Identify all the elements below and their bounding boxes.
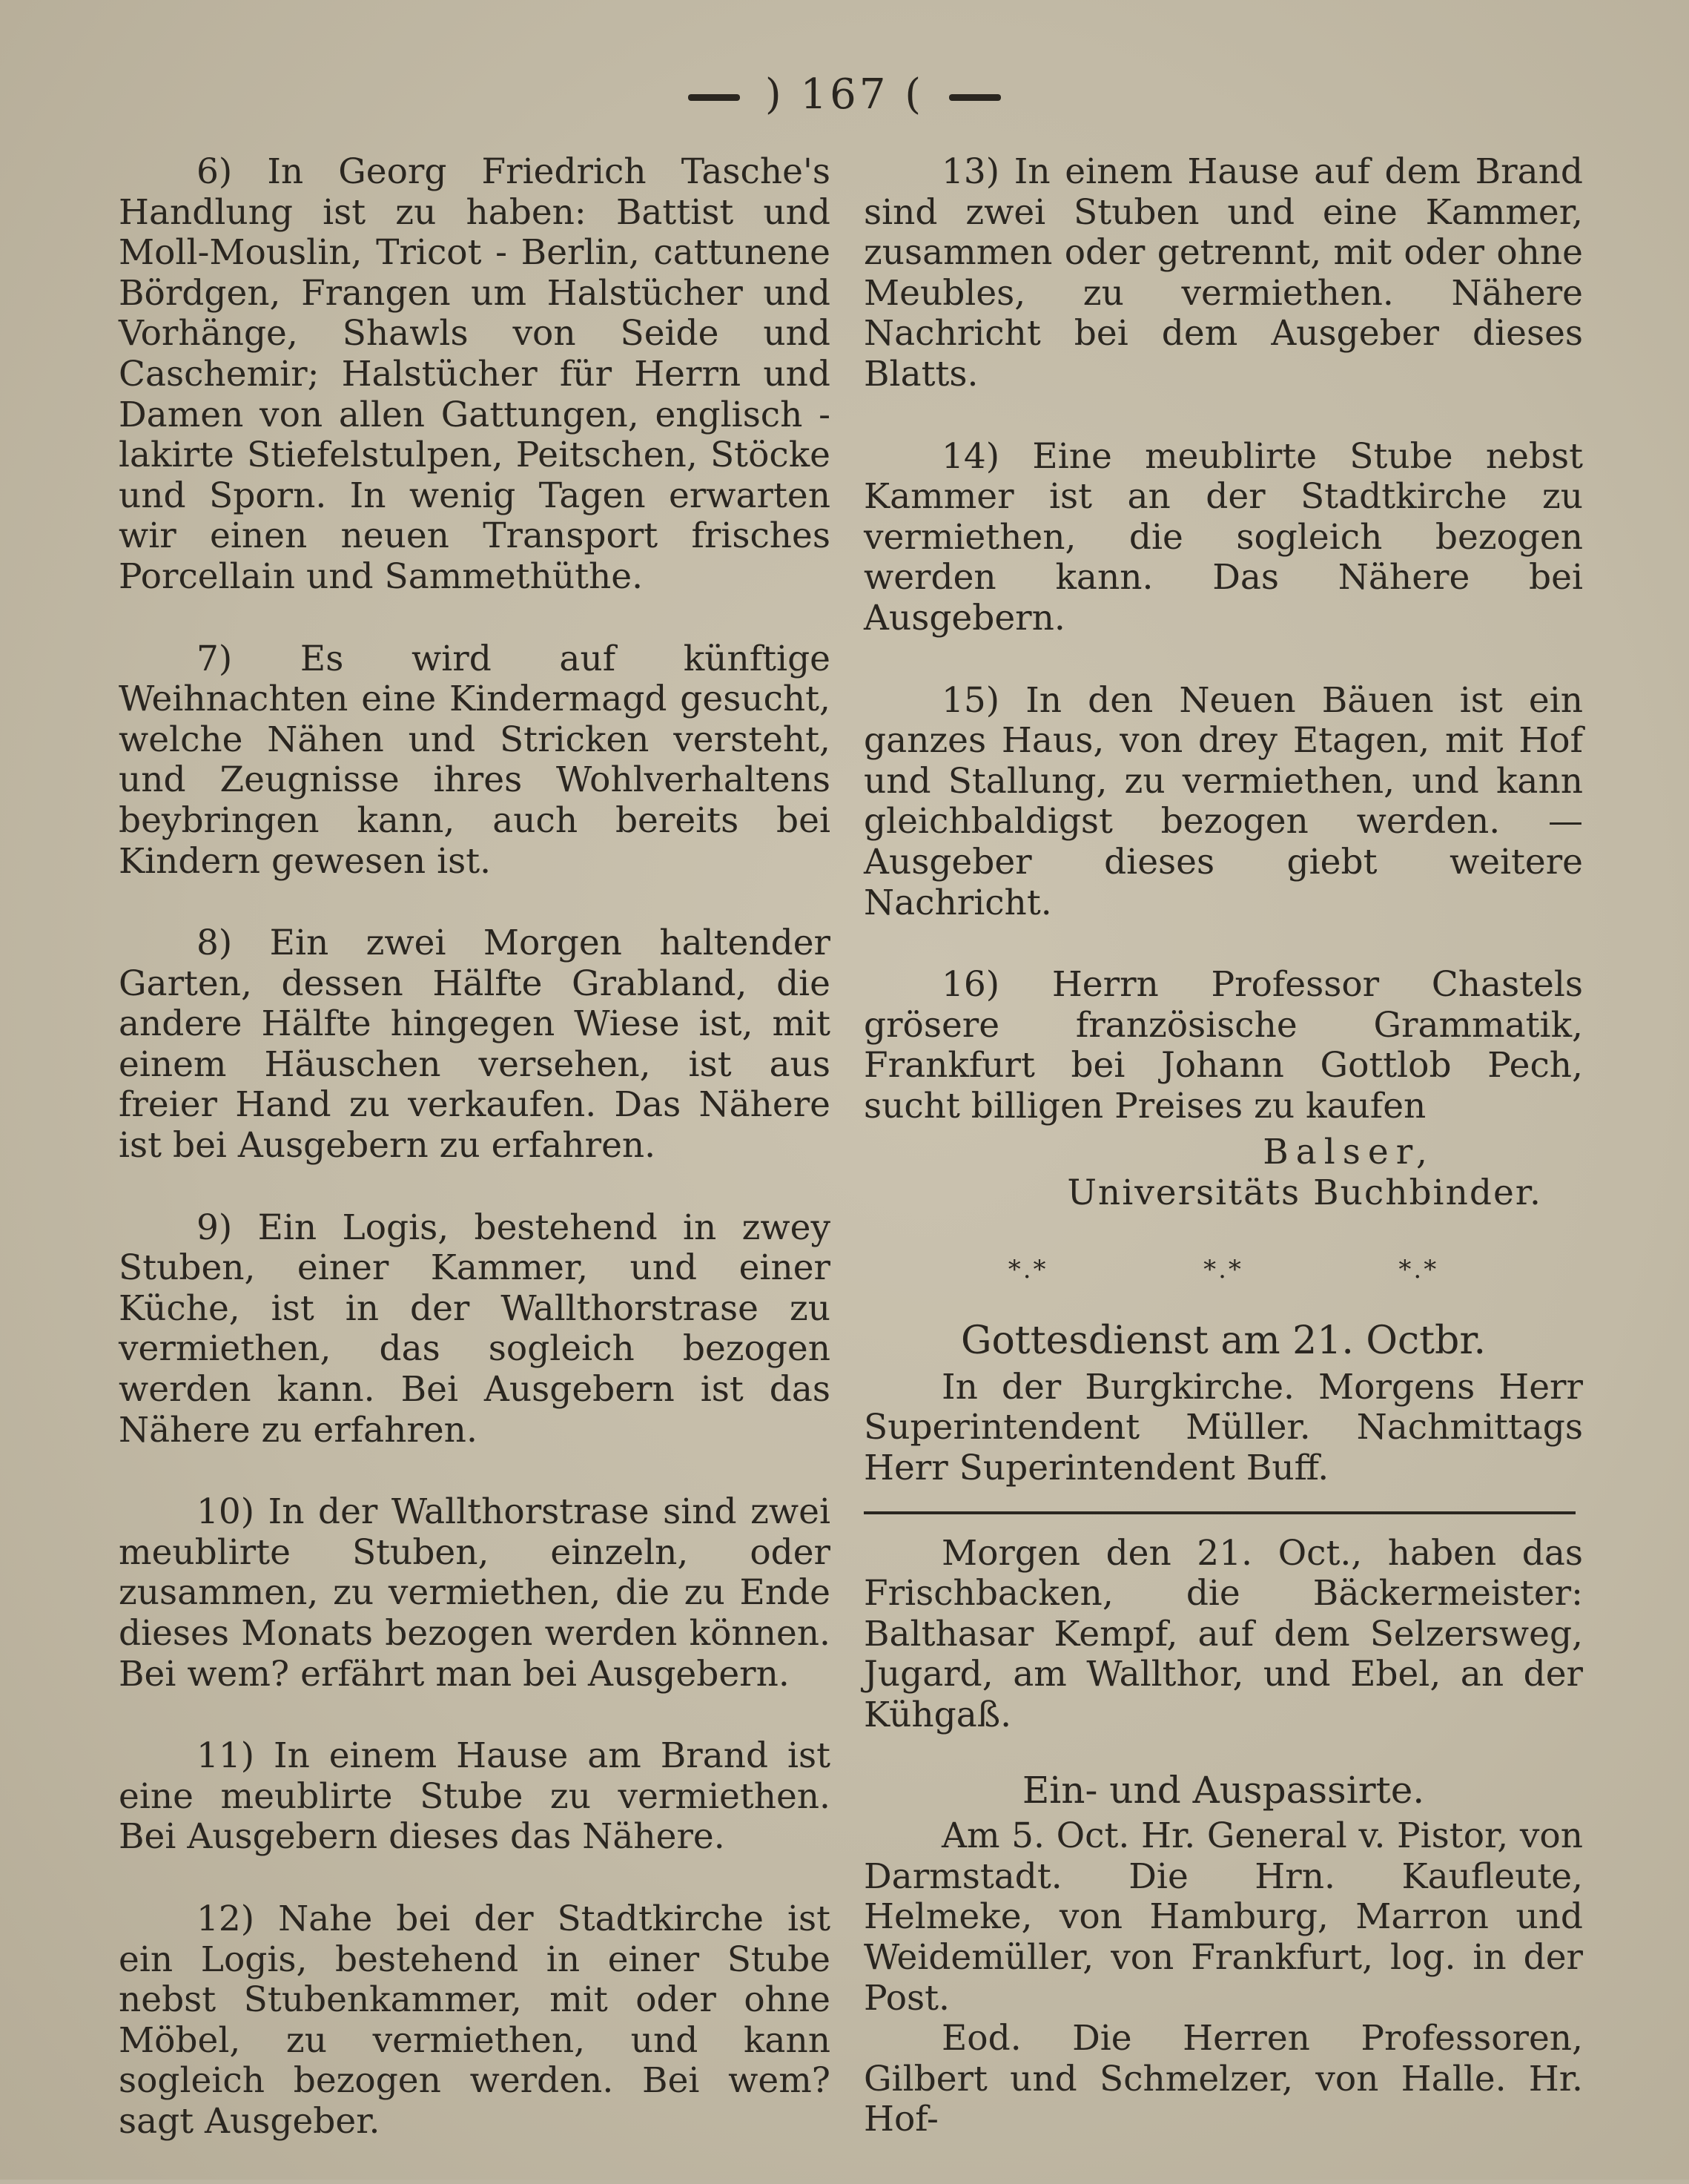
ad-8: 8) Ein zwei Morgen haltender Garten, dessen Hälfte Grabland, die andere Hälfte hingegen Wiese ist, mit einem Häuschen versehen, ist aus freier Hand zu verkaufen. Das Nähere ist bei Ausgebern zu erfahren. bbox=[119, 923, 830, 1167]
ad-13: 13) In einem Hause auf dem Brand sind zwei Stuben und eine Kammer, zusammen oder getrennt, mit oder ohne Meubles, zu vermiethen. Nähere Nachricht bei dem Ausgeber dieses Blatts. bbox=[864, 151, 1583, 395]
ad-12: 12) Nahe bei der Stadtkirche ist ein Logis, bestehend in einer Stube nebst Stubenkammer, mit oder ohne Möbel, zu vermiethen, und kann sogleich bezogen werden. Bei wem? sagt Ausgeber. bbox=[119, 1898, 830, 2142]
header-dash-right bbox=[949, 94, 1001, 101]
ad-16: 16) Herrn Professor Chastels grösere französische Grammatik, Frankfurt bei Johann Gottlob Pech, sucht billigen Preises zu kaufen bbox=[864, 964, 1583, 1126]
bakers-notice: Morgen den 21. Oct., haben das Frischbacken, die Bäckermeister: Balthasar Kempf, auf dem Selzersweg, Jugard, am Wallthor, und Ebel, an der Kühgaß. bbox=[864, 1532, 1583, 1735]
section-divider-stars bbox=[864, 1250, 1583, 1290]
ad-6: 6) In Georg Friedrich Tasche's Handlung ist zu haben: Battist und Moll-Mouslin, Tricot - Berlin, cattunene Bördgen, Frangen um Halstücher und Vorhänge, Shawls von Seide und Caschemir; Halstücher für Herrn und Damen von allen Gattungen, englisch - lakirte Stiefelstulpen, Peitschen, Stöcke und Sporn. In wenig Tagen erwarten wir einen neuen Transport frisches Porcellain und Sammethüthe. bbox=[119, 151, 830, 597]
ad-14: 14) Eine meublirte Stube nebst Kammer ist an der Stadtkirche zu vermiethen, die sogleich bezogen werden kann. Das Nähere bei Ausgebern. bbox=[864, 435, 1583, 639]
arrivals-entry-2: Eod. Die Herren Professoren, Gilbert und Schmelzer, von Halle. Hr. Hof- bbox=[864, 2018, 1583, 2140]
right-column bbox=[864, 152, 1583, 2140]
signature-name: Balser, bbox=[1263, 1132, 1435, 1173]
star-ornament-2: *.* bbox=[1203, 1254, 1243, 1284]
page-number: ) 167 ( bbox=[764, 70, 925, 119]
service-text: In der Burgkirche. Morgens Herr Superintendent Müller. Nachmittags Herr Superintendent Buff. bbox=[864, 1366, 1583, 1489]
left-column bbox=[119, 152, 830, 2184]
ad-10: 10) In der Wallthorstrase sind zwei meublirte Stuben, einzeln, oder zusammen, zu vermiethen, die zu Ende dieses Monats bezogen werden können. Bei wem? erfährt man bei Ausgebern. bbox=[119, 1491, 830, 1695]
ad-7: 7) Es wird auf künftige Weihnachten eine Kindermagd gesucht, welche Nähen und Stricken versteht, und Zeugnisse ihres Wohlverhaltens beybringen kann, auch bereits bei Kindern gewesen ist. bbox=[119, 638, 830, 882]
star-ornament-3: *.* bbox=[1398, 1254, 1439, 1284]
service-heading: Gottesdienst am 21. Octbr. bbox=[960, 1319, 1487, 1364]
ad-15: 15) In den Neuen Bäuen ist ein ganzes Haus, von drey Etagen, mit Hof und Stallung, zu vermiethen, und kann gleichbaldigst bezogen werden. — Ausgeber dieses giebt weitere Nachricht. bbox=[864, 679, 1583, 923]
star-ornament-1: *.* bbox=[1008, 1254, 1048, 1284]
horizontal-rule bbox=[864, 1511, 1576, 1514]
header-dash-left bbox=[688, 94, 740, 101]
ad-11: 11) In einem Hause am Brand ist eine meublirte Stube zu vermiethen. Bei Ausgebern dieses das Nähere. bbox=[119, 1735, 830, 1858]
ad-9: 9) Ein Logis, bestehend in zwey Stuben, einer Kammer, und einer Küche, ist in der Wallthorstrase zu vermiethen, das sogleich bezogen werden kann. Bei Ausgebern ist das Nähere zu erfahren. bbox=[119, 1207, 830, 1451]
arrivals-entry-1: Am 5. Oct. Hr. General v. Pistor, von Darmstadt. Die Hrn. Kaufleute, Helmeke, von Hamburg, Marron und Weidemüller, von Frankfurt, log. in der Post. bbox=[864, 1815, 1583, 2019]
signature-title: Universitäts Buchbinder. bbox=[1067, 1172, 1542, 1214]
page-header bbox=[0, 70, 1689, 119]
arrivals-heading: Ein- und Auspassirte. bbox=[1022, 1768, 1425, 1812]
